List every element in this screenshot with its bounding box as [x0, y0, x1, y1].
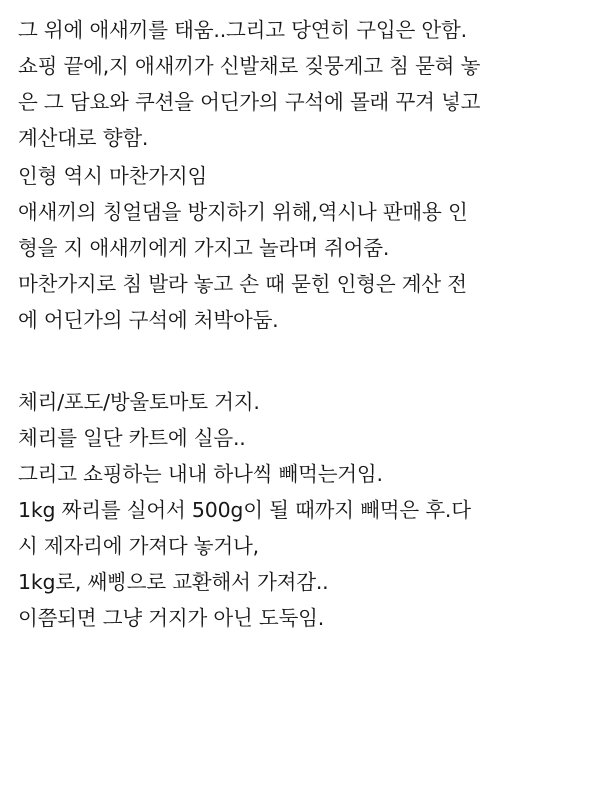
text-line: 체리/포도/방울토마토 거지. [18, 390, 260, 414]
text-line: 쇼핑 끝에,지 애새끼가 신발채로 짖뭉게고 침 묻혀 놓 [18, 54, 481, 78]
text-block-2 [18, 158, 582, 338]
text-line: 시 제자리에 가져다 놓거나, [18, 534, 259, 558]
text-line: 마찬가지로 침 발라 놓고 손 때 묻힌 인형은 계산 전 [18, 272, 467, 296]
text-line: 이쯤되면 그냥 거지가 아닌 도둑임. [18, 606, 325, 630]
text-line: 인형 역시 마찬가지임 [18, 164, 208, 188]
text-line: 그리고 쇼핑하는 내내 하나씩 빼먹는거임. [18, 462, 383, 486]
text-line: 은 그 담요와 쿠션을 어딘가의 구석에 몰래 꾸겨 넣고 [18, 90, 481, 114]
text-line: 에 어딘가의 구석에 처박아둠. [18, 308, 279, 332]
text-block-3 [18, 384, 582, 636]
text-line: 계산대로 향함. [18, 126, 149, 150]
text-line: 1kg로, 쌔삥으로 교환해서 가져감.. [18, 570, 329, 594]
section-gap [18, 338, 582, 384]
text-block-1 [18, 12, 582, 156]
text-line: 체리를 일단 카트에 실음.. [18, 426, 246, 450]
text-line: 그 위에 애새끼를 태움..그리고 당연히 구입은 안함. [18, 18, 467, 42]
text-line: 형을 지 애새끼에게 가지고 놀라며 쥐어줌. [18, 236, 390, 260]
text-line: 1kg 짜리를 실어서 500g이 될 때까지 빼먹은 후.다 [18, 498, 471, 522]
text-line: 애새끼의 칭얼댐을 방지하기 위해,역시나 판매용 인 [18, 200, 468, 224]
